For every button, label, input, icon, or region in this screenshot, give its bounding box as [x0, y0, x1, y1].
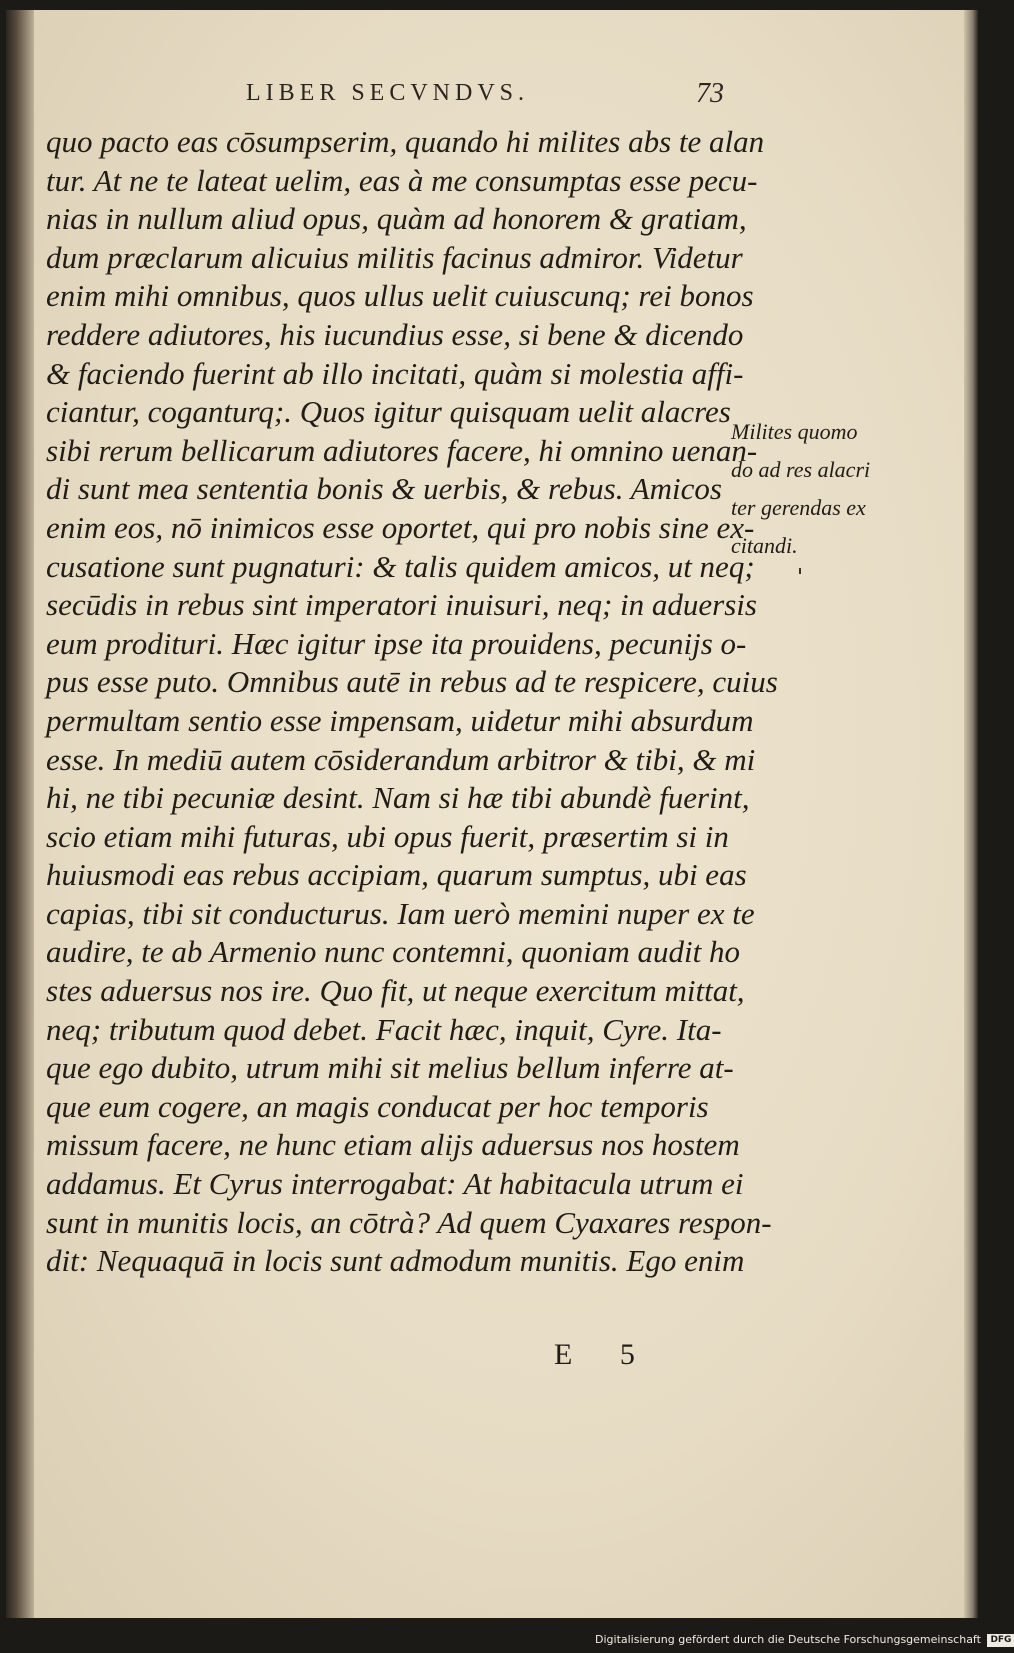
- text-line: dum præclarum alicuius militis facinus admiror. Videtur: [46, 239, 743, 275]
- credit-text: Digitalisierung gefördert durch die Deutsche Forschungsgemeinschaft: [595, 1633, 981, 1646]
- marginal-note-line: citandi.: [731, 533, 798, 558]
- text-line: tur. At ne te lateat uelim, eas à me consumptas esse pecu-: [46, 162, 758, 198]
- text-line: nias in nullum aliud opus, quàm ad honorem & gratiam,: [46, 201, 747, 237]
- dfg-logo: DFG: [987, 1634, 1014, 1647]
- text-line: dit: Nequaquā in locis sunt admodum munitis. Ego enim: [46, 1243, 745, 1279]
- marginal-note: [731, 413, 896, 565]
- text-line: sibi rerum bellicarum adiutores facere, hi omnino uenan-: [46, 432, 758, 468]
- page-edge: [964, 10, 978, 1618]
- ink-speck: [799, 568, 801, 574]
- text-line: di sunt mea sententia bonis & uerbis, & rebus. Amicos: [46, 471, 722, 507]
- text-line: enim mihi omnibus, quos ullus uelit cuiuscunq; rei bonos: [46, 278, 754, 314]
- text-line: sunt in munitis locis, an cōtrà? Ad quem Cyaxares respon-: [46, 1204, 772, 1240]
- text-line: hi, ne tibi pecuniæ desint. Nam si hæ tibi abundè fuerint,: [46, 780, 750, 816]
- text-line: que eum cogere, an magis conducat per hoc temporis: [46, 1088, 709, 1124]
- book-page: [6, 10, 968, 1618]
- marginal-note-line: Milites quomo: [731, 419, 858, 444]
- digitization-credit: [595, 1633, 1012, 1649]
- text-line: esse. In mediū autem cōsiderandum arbitror & tibi, & mi: [46, 741, 756, 777]
- folio-number: 73: [696, 78, 724, 109]
- text-line: scio etiam mihi futuras, ubi opus fuerit, præsertim si in: [46, 818, 729, 854]
- text-line: stes aduersus nos ire. Quo fit, ut neque exercitum mittat,: [46, 973, 745, 1009]
- text-line: audire, te ab Armenio nunc contemni, quoniam audit ho: [46, 934, 740, 970]
- text-line: ciantur, coganturq;. Quos igitur quisquam uelit alacres: [46, 394, 731, 430]
- marginal-note-line: ter gerendas ex: [731, 495, 866, 520]
- text-line: pus esse puto. Omnibus autē in rebus ad te respicere, cuius: [46, 664, 778, 700]
- text-line: quo pacto eas cōsumpserim, quando hi milites abs te alan: [46, 124, 765, 159]
- text-line: missum facere, ne hunc etiam alijs aduersus nos hostem: [46, 1127, 740, 1163]
- text-line: addamus. Et Cyrus interrogabat: At habitacula utrum ei: [46, 1166, 744, 1202]
- text-line: capias, tibi sit conducturus. Iam uerò memini nuper ex te: [46, 895, 755, 931]
- text-line: secūdis in rebus sint imperatori inuisuri, neq; in aduersis: [46, 587, 757, 623]
- text-line: reddere adiutores, his iucundius esse, si bene & dicendo: [46, 316, 744, 352]
- text-line: permultam sentio esse impensam, uidetur mihi absurdum: [46, 702, 754, 738]
- text-line: que ego dubito, utrum mihi sit melius bellum inferre at-: [46, 1050, 734, 1086]
- text-line: huiusmodi eas rebus accipiam, quarum sumptus, ubi eas: [46, 857, 747, 893]
- text-line: cusatione sunt pugnaturi: & talis quidem amicos, ut neq;: [46, 548, 755, 584]
- signature-mark: E 5: [554, 1338, 655, 1371]
- text-line: enim eos, nō inimicos esse oportet, qui pro nobis sine ex-: [46, 509, 755, 545]
- text-line: neq; tributum quod debet. Facit hæc, inquit, Cyre. Ita-: [46, 1011, 722, 1047]
- text-line: & faciendo fuerint ab illo incitati, quàm si molestia affi-: [46, 355, 744, 391]
- text-line: eum prodituri. Hæc igitur ipse ita prouidens, pecunijs o-: [46, 625, 747, 661]
- page-gutter-shadow: [6, 10, 34, 1618]
- marginal-note-line: do ad res alacri: [731, 457, 871, 482]
- running-title: LIBER SECVNDVS.: [246, 80, 530, 106]
